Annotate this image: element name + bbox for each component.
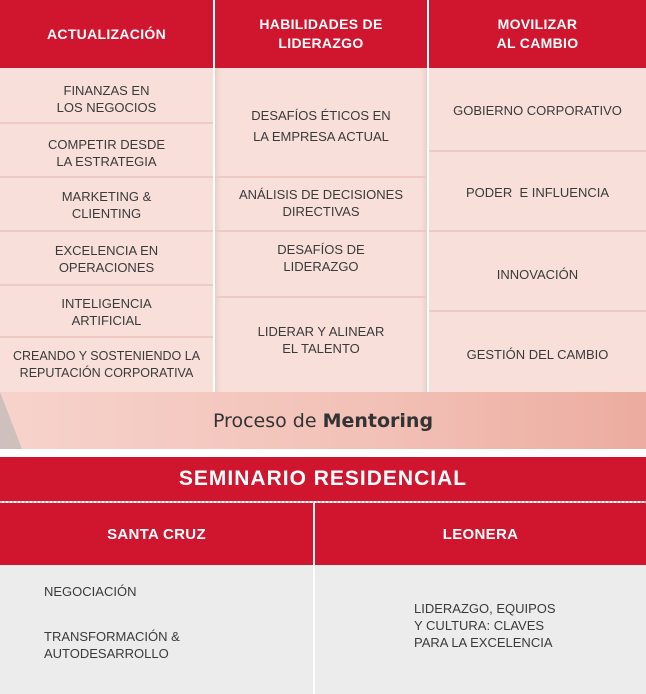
header-habilidades-line1: HABILIDADES DE: [259, 16, 383, 32]
leonera-item: LIDERAZGO, EQUIPOS: [414, 601, 556, 616]
course-line: MARKETING &: [61, 189, 152, 204]
row-divider: [429, 230, 646, 232]
mentoring-banner: [0, 392, 646, 449]
course-line: PODER E INFLUENCIA: [465, 184, 610, 200]
course-line: LIDERAZGO: [283, 259, 359, 274]
leonera-item: Y CULTURA: CLAVES: [414, 618, 545, 633]
course-line: COMPETIR DESDE: [47, 137, 165, 152]
course-gobierno: [429, 88, 646, 132]
header-habilidades: [215, 0, 427, 68]
santa-cruz-item: AUTODESARROLLO: [44, 646, 169, 661]
column-habilidades: [215, 68, 427, 392]
course-line: REPUTACIÓN CORPORATIVA: [19, 366, 194, 380]
course-line: FINANZAS EN: [63, 83, 150, 98]
course-gestion: [429, 332, 646, 376]
course-finanzas: [0, 74, 213, 124]
course-line: ARTIFICIAL: [71, 313, 142, 328]
course-line: INNOVACIÓN: [496, 266, 579, 282]
course-line: GOBIERNO CORPORATIVO: [453, 102, 622, 118]
course-ia: [0, 286, 213, 338]
course-line: ANÁLISIS DE DECISIONES: [239, 187, 403, 202]
leonera-content: [315, 565, 646, 694]
header-habilidades-line2: LIDERAZGO: [278, 35, 364, 51]
course-line: LA ESTRATEGIA: [56, 154, 157, 169]
header-movilizar: [429, 0, 646, 68]
course-line: LIDERAR Y ALINEAR: [257, 324, 385, 339]
location-santa-cruz: [0, 503, 313, 565]
course-line: CLIENTING: [71, 206, 142, 221]
row-divider: [0, 176, 213, 178]
course-line: DESAFÍOS ÉTICOS EN: [251, 108, 391, 123]
column-movilizar: [429, 68, 646, 392]
page-curl-corner: [0, 392, 22, 449]
seminario-title: [0, 457, 646, 501]
course-operaciones: [0, 232, 213, 286]
course-innovacion: [429, 252, 646, 296]
row-divider: [0, 122, 213, 124]
leonera-item: PARA LA EXCELENCIA: [414, 635, 553, 650]
course-analisis: [215, 178, 427, 228]
course-desafios-liderazgo: [215, 232, 427, 284]
course-line: GESTIÓN DEL CAMBIO: [466, 346, 609, 362]
course-marketing: [0, 180, 213, 230]
header-movilizar-line2: AL CAMBIO: [496, 35, 579, 51]
row-divider: [215, 296, 427, 298]
location-leonera: [315, 503, 646, 565]
course-line: DESAFÍOS DE: [277, 242, 365, 257]
course-line: CREANDO Y SOSTENIENDO LA: [12, 349, 201, 363]
seminario-title-text: SEMINARIO RESIDENCIAL: [178, 467, 468, 490]
santa-cruz-item: TRANSFORMACIÓN &: [44, 629, 180, 644]
course-line: LOS NEGOCIOS: [56, 100, 157, 115]
course-desafios-eticos: [215, 90, 427, 162]
course-liderar: [215, 314, 427, 366]
row-divider: [429, 310, 646, 312]
column-actualizacion: [0, 68, 213, 392]
course-line: INTELIGENCIA: [61, 296, 152, 311]
course-line: DIRECTIVAS: [282, 204, 360, 219]
row-divider: [429, 150, 646, 152]
mentoring-prefix: Proceso de: [212, 409, 323, 432]
santa-cruz-content: [0, 565, 313, 694]
header-actualizacion: [0, 0, 213, 68]
course-line: OPERACIONES: [58, 260, 155, 275]
row-divider: [0, 336, 213, 338]
santa-cruz-item: NEGOCIACIÓN: [44, 584, 137, 599]
course-poder: [429, 170, 646, 214]
course-line: EXCELENCIA EN: [54, 243, 159, 258]
header-actualizacion-label: ACTUALIZACIÓN: [47, 25, 166, 42]
course-competir: [0, 128, 213, 178]
location-santa-cruz-label: SANTA CRUZ: [107, 525, 206, 543]
mentoring-bold: Mentoring: [322, 409, 434, 432]
course-line: LA EMPRESA ACTUAL: [253, 129, 389, 144]
course-reputacion: [0, 340, 213, 390]
header-movilizar-line1: MOVILIZAR: [497, 16, 578, 32]
location-leonera-label: LEONERA: [442, 525, 519, 543]
course-line: EL TALENTO: [282, 341, 360, 356]
